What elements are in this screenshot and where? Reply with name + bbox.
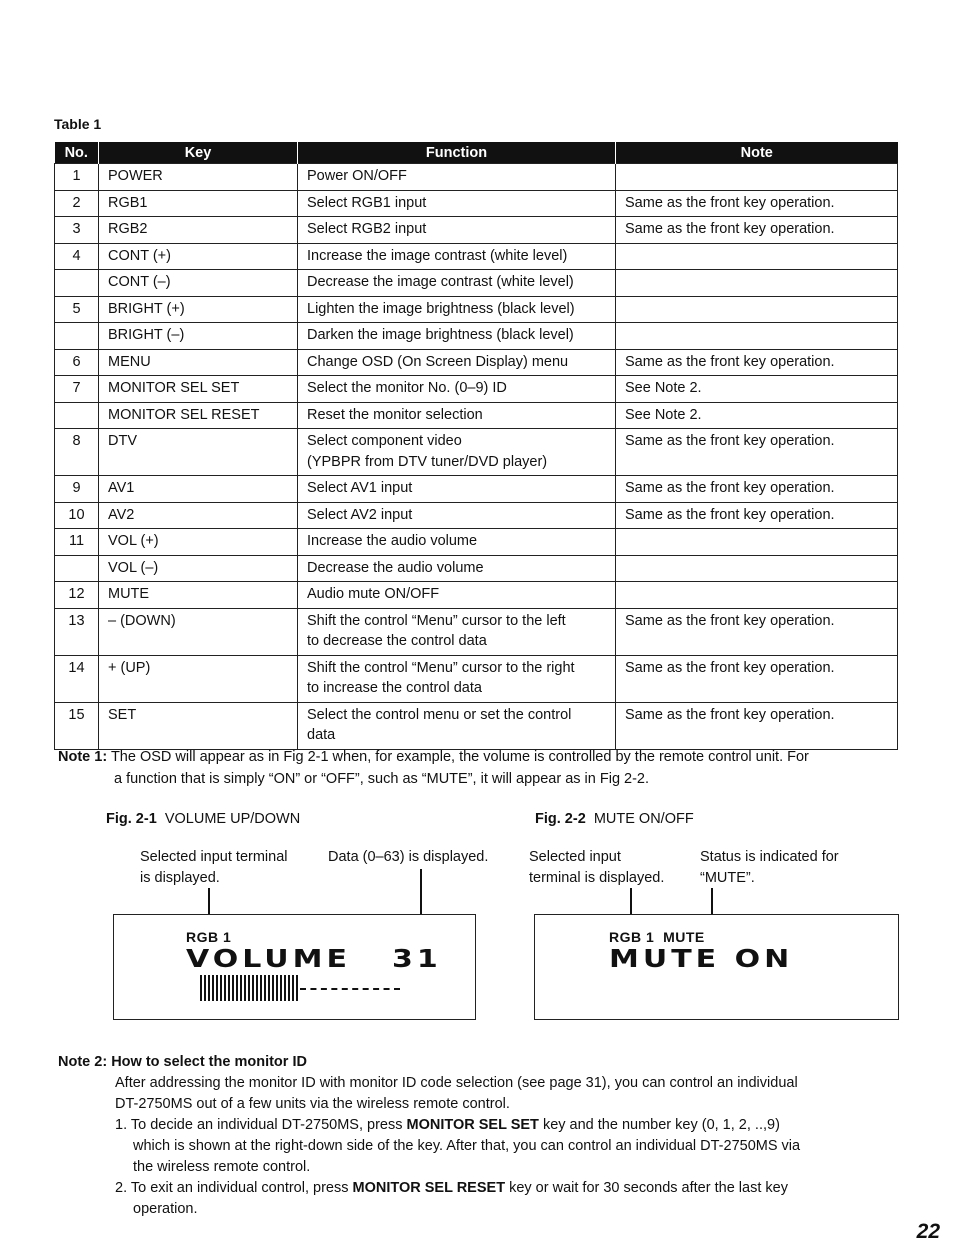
cell-function bbox=[298, 476, 616, 503]
volume-bar-filled bbox=[200, 975, 298, 1001]
cell-no bbox=[55, 555, 99, 582]
cell-no: 3 bbox=[55, 217, 99, 244]
table-body bbox=[55, 164, 898, 750]
cell-function-line-1: Audio mute ON/OFF bbox=[307, 586, 440, 602]
fig-2-1-arrow-left-line bbox=[208, 888, 210, 916]
note-2-item-2 bbox=[58, 1178, 898, 1199]
cell-function bbox=[298, 376, 616, 403]
cell-no: 12 bbox=[55, 582, 99, 609]
fig-2-2-annotation-input bbox=[529, 847, 664, 889]
cell-note: Same as the front key operation. bbox=[616, 217, 898, 244]
fig-2-1-title: VOLUME UP/DOWN bbox=[164, 811, 301, 827]
fig-2-1-annotation-data: Data (0–63) is displayed. bbox=[328, 849, 489, 865]
cell-note: Same as the front key operation. bbox=[616, 502, 898, 529]
table-row bbox=[55, 270, 898, 297]
cell-key: AV1 bbox=[99, 476, 298, 503]
cell-key: – (DOWN) bbox=[99, 608, 298, 655]
cell-key: BRIGHT (+) bbox=[99, 296, 298, 323]
fig-2-1-caption bbox=[106, 811, 300, 827]
cell-note: See Note 2. bbox=[616, 376, 898, 403]
cell-note: Same as the front key operation. bbox=[616, 655, 898, 702]
fig-2-1-osd-volume-value: 31 bbox=[392, 945, 442, 974]
note-2-item-1-key: MONITOR SEL SET bbox=[406, 1117, 539, 1133]
cell-key: VOL (–) bbox=[99, 555, 298, 582]
cell-function-line-1: Select the monitor No. (0–9) ID bbox=[307, 380, 507, 396]
cell-function-line-1: Select RGB1 input bbox=[307, 194, 427, 211]
fig-2-2-annotation-status bbox=[700, 847, 839, 889]
table-row bbox=[55, 555, 898, 582]
cell-key: AV2 bbox=[99, 502, 298, 529]
cell-function-line-1: Change OSD (On Screen Display) menu bbox=[307, 353, 569, 370]
table-row bbox=[55, 190, 898, 217]
table-row bbox=[55, 402, 898, 429]
fig-2-2-caption bbox=[535, 811, 694, 827]
cell-function-line-1: Shift the control “Menu” cursor to the left bbox=[307, 612, 566, 629]
cell-key: MONITOR SEL RESET bbox=[99, 402, 298, 429]
cell-no: 14 bbox=[55, 655, 99, 702]
note-2-item-2-line-2: operation. bbox=[133, 1201, 198, 1217]
page-number: 22 bbox=[916, 1220, 940, 1243]
cell-function bbox=[298, 582, 616, 609]
cell-note bbox=[616, 323, 898, 350]
key-function-table bbox=[54, 142, 898, 750]
table-row bbox=[55, 429, 898, 476]
table-row bbox=[55, 323, 898, 350]
cell-function-line-1: Shift the control “Menu” cursor to the right bbox=[307, 659, 575, 676]
cell-no: 7 bbox=[55, 376, 99, 403]
table-row bbox=[55, 582, 898, 609]
cell-no: 6 bbox=[55, 349, 99, 376]
cell-function-line-1: Reset the monitor selection bbox=[307, 406, 483, 423]
table-row bbox=[55, 243, 898, 270]
cell-key: CONT (–) bbox=[99, 270, 298, 297]
fig-2-2-annotation-status-line-2: “MUTE”. bbox=[700, 870, 755, 886]
cell-note bbox=[616, 529, 898, 556]
cell-function bbox=[298, 502, 616, 529]
fig-2-2-osd-screen bbox=[534, 914, 899, 1020]
table-row bbox=[55, 655, 898, 702]
fig-2-1-annotation-input bbox=[140, 847, 288, 889]
cell-key: RGB1 bbox=[99, 190, 298, 217]
cell-function bbox=[298, 702, 616, 749]
fig-2-2-title: MUTE ON/OFF bbox=[593, 811, 694, 827]
table-row bbox=[55, 296, 898, 323]
cell-note bbox=[616, 243, 898, 270]
fig-2-2-osd-status-label: RGB 1 MUTE bbox=[609, 929, 705, 945]
cell-no: 15 bbox=[55, 702, 99, 749]
note-1-label: Note 1: bbox=[58, 749, 108, 765]
cell-function bbox=[298, 190, 616, 217]
cell-function bbox=[298, 402, 616, 429]
cell-key: MONITOR SEL SET bbox=[99, 376, 298, 403]
cell-function-line-1: Decrease the image contrast (white level) bbox=[307, 274, 574, 290]
cell-function-line-1: Increase the audio volume bbox=[307, 533, 478, 549]
cell-function-line-1: Select RGB2 input bbox=[307, 221, 427, 237]
fig-2-2-annotation-input-line-1: Selected input bbox=[529, 849, 621, 865]
cell-function-line-2: (YPBPR from DTV tuner/DVD player) bbox=[307, 453, 548, 470]
cell-no bbox=[55, 402, 99, 429]
fig-2-2-arrow-left-line bbox=[630, 888, 632, 916]
cell-note: Same as the front key operation. bbox=[616, 349, 898, 376]
cell-function bbox=[298, 323, 616, 350]
cell-function-line-2: to increase the control data bbox=[307, 680, 482, 696]
cell-no: 4 bbox=[55, 243, 99, 270]
cell-note: Same as the front key operation. bbox=[616, 476, 898, 503]
cell-note bbox=[616, 582, 898, 609]
cell-key: POWER bbox=[99, 164, 298, 191]
cell-no bbox=[55, 270, 99, 297]
table-row bbox=[55, 529, 898, 556]
cell-note bbox=[616, 164, 898, 191]
header-function: Function bbox=[298, 142, 616, 164]
header-note: Note bbox=[616, 142, 898, 164]
cell-function bbox=[298, 349, 616, 376]
note-2-item-1-text-c: key and the number key (0, 1, 2, ..,9) bbox=[538, 1117, 780, 1133]
cell-key: + (UP) bbox=[99, 655, 298, 702]
table-row bbox=[55, 702, 898, 749]
cell-function-line-2: to decrease the control data bbox=[307, 633, 487, 649]
note-2-item-1-text-a: 1. To decide an individual DT-2750MS, press bbox=[115, 1117, 407, 1133]
note-2-item-2-text-c: key or wait for 30 seconds after the last key bbox=[505, 1180, 788, 1196]
cell-function bbox=[298, 555, 616, 582]
cell-note: Same as the front key operation. bbox=[616, 608, 898, 655]
table-row bbox=[55, 217, 898, 244]
cell-function-line-1: Power ON/OFF bbox=[307, 168, 407, 184]
cell-function-line-1: Select AV1 input bbox=[307, 480, 413, 496]
cell-key: MENU bbox=[99, 349, 298, 376]
cell-no: 1 bbox=[55, 164, 99, 191]
cell-function bbox=[298, 243, 616, 270]
fig-2-1-osd-volume-label: VOLUME bbox=[186, 945, 351, 974]
fig-2-1-number: Fig. 2-1 bbox=[106, 811, 157, 827]
cell-note: Same as the front key operation. bbox=[616, 702, 898, 749]
cell-no bbox=[55, 323, 99, 350]
cell-key: CONT (+) bbox=[99, 243, 298, 270]
cell-key: SET bbox=[99, 702, 298, 749]
cell-key: VOL (+) bbox=[99, 529, 298, 556]
fig-2-2-number: Fig. 2-2 bbox=[535, 811, 586, 827]
note-2-paragraph-line-1: After addressing the monitor ID with monitor ID code selection (see page 31), you can control an individual bbox=[115, 1075, 798, 1091]
cell-function bbox=[298, 429, 616, 476]
cell-function-line-1: Select the control menu or set the control bbox=[307, 706, 572, 723]
note-2-item-1-line-3: the wireless remote control. bbox=[133, 1159, 311, 1175]
note-2-item-1 bbox=[58, 1115, 898, 1136]
cell-key: BRIGHT (–) bbox=[99, 323, 298, 350]
cell-no: 13 bbox=[55, 608, 99, 655]
cell-key: RGB2 bbox=[99, 217, 298, 244]
cell-function-line-1: Select AV2 input bbox=[307, 506, 413, 523]
note-2-item-2-key: MONITOR SEL RESET bbox=[352, 1180, 506, 1196]
fig-2-2-annotation-input-line-2: terminal is displayed. bbox=[529, 870, 665, 886]
cell-function-line-1: Increase the image contrast (white level) bbox=[307, 247, 568, 264]
cell-key: MUTE bbox=[99, 582, 298, 609]
note-2 bbox=[58, 1052, 898, 1220]
cell-function-line-1: Lighten the image brightness (black level) bbox=[307, 300, 575, 317]
cell-no: 11 bbox=[55, 529, 99, 556]
fig-2-1-annotation-input-line-2: is displayed. bbox=[140, 870, 220, 886]
cell-function-line-2: data bbox=[307, 727, 336, 743]
fig-2-2-arrow-right-line bbox=[711, 888, 713, 916]
cell-note bbox=[616, 296, 898, 323]
fig-2-1-osd-input-label: RGB 1 bbox=[186, 929, 232, 945]
note-2-label: Note 2: bbox=[58, 1054, 108, 1070]
cell-no: 5 bbox=[55, 296, 99, 323]
cell-function bbox=[298, 529, 616, 556]
note-2-paragraph-line-2: DT-2750MS out of a few units via the wireless remote control. bbox=[115, 1096, 510, 1112]
cell-note bbox=[616, 270, 898, 297]
table-row bbox=[55, 608, 898, 655]
cell-key: DTV bbox=[99, 429, 298, 476]
table-header-row bbox=[55, 142, 898, 164]
fig-2-1-volume-level-bar bbox=[200, 975, 400, 1003]
cell-function-line-1: Darken the image brightness (black level) bbox=[307, 327, 574, 343]
fig-2-1-osd-screen bbox=[113, 914, 476, 1020]
table-row bbox=[55, 376, 898, 403]
cell-function bbox=[298, 217, 616, 244]
cell-function bbox=[298, 164, 616, 191]
fig-2-1-annotation-input-line-1: Selected input terminal bbox=[140, 849, 288, 865]
cell-function bbox=[298, 608, 616, 655]
header-key: Key bbox=[99, 142, 298, 164]
cell-note: Same as the front key operation. bbox=[616, 190, 898, 217]
note-2-item-1-line-2: which is shown at the right-down side of the key. After that, you can control an individual DT-2750MS via bbox=[133, 1138, 801, 1154]
cell-function-line-1: Select component video bbox=[307, 433, 462, 449]
cell-no: 10 bbox=[55, 502, 99, 529]
note-2-item-2-text-a: 2. To exit an individual control, press bbox=[115, 1180, 353, 1196]
fig-2-2-osd-mute-on: MUTE ON bbox=[609, 945, 794, 974]
table-row bbox=[55, 164, 898, 191]
cell-note bbox=[616, 555, 898, 582]
table-row bbox=[55, 349, 898, 376]
header-no: No. bbox=[55, 142, 99, 164]
cell-note: Same as the front key operation. bbox=[616, 429, 898, 476]
cell-function bbox=[298, 296, 616, 323]
fig-2-2-annotation-status-line-1: Status is indicated for bbox=[700, 849, 839, 865]
volume-bar-empty bbox=[300, 988, 400, 990]
cell-no: 9 bbox=[55, 476, 99, 503]
note-1 bbox=[58, 747, 898, 790]
cell-function bbox=[298, 655, 616, 702]
cell-no: 2 bbox=[55, 190, 99, 217]
cell-function bbox=[298, 270, 616, 297]
table-row bbox=[55, 502, 898, 529]
cell-note: See Note 2. bbox=[616, 402, 898, 429]
cell-function-line-1: Decrease the audio volume bbox=[307, 559, 484, 576]
table-title: Table 1 bbox=[54, 116, 102, 132]
note-1-line-1: The OSD will appear as in Fig 2-1 when, for example, the volume is controlled by the remote control unit. For bbox=[110, 749, 809, 765]
note-2-title: How to select the monitor ID bbox=[111, 1054, 307, 1070]
cell-no: 8 bbox=[55, 429, 99, 476]
note-1-line-2: a function that is simply “ON” or “OFF”, such as “MUTE”, it will appear as in Fig 2-2. bbox=[114, 770, 650, 787]
table-row bbox=[55, 476, 898, 503]
